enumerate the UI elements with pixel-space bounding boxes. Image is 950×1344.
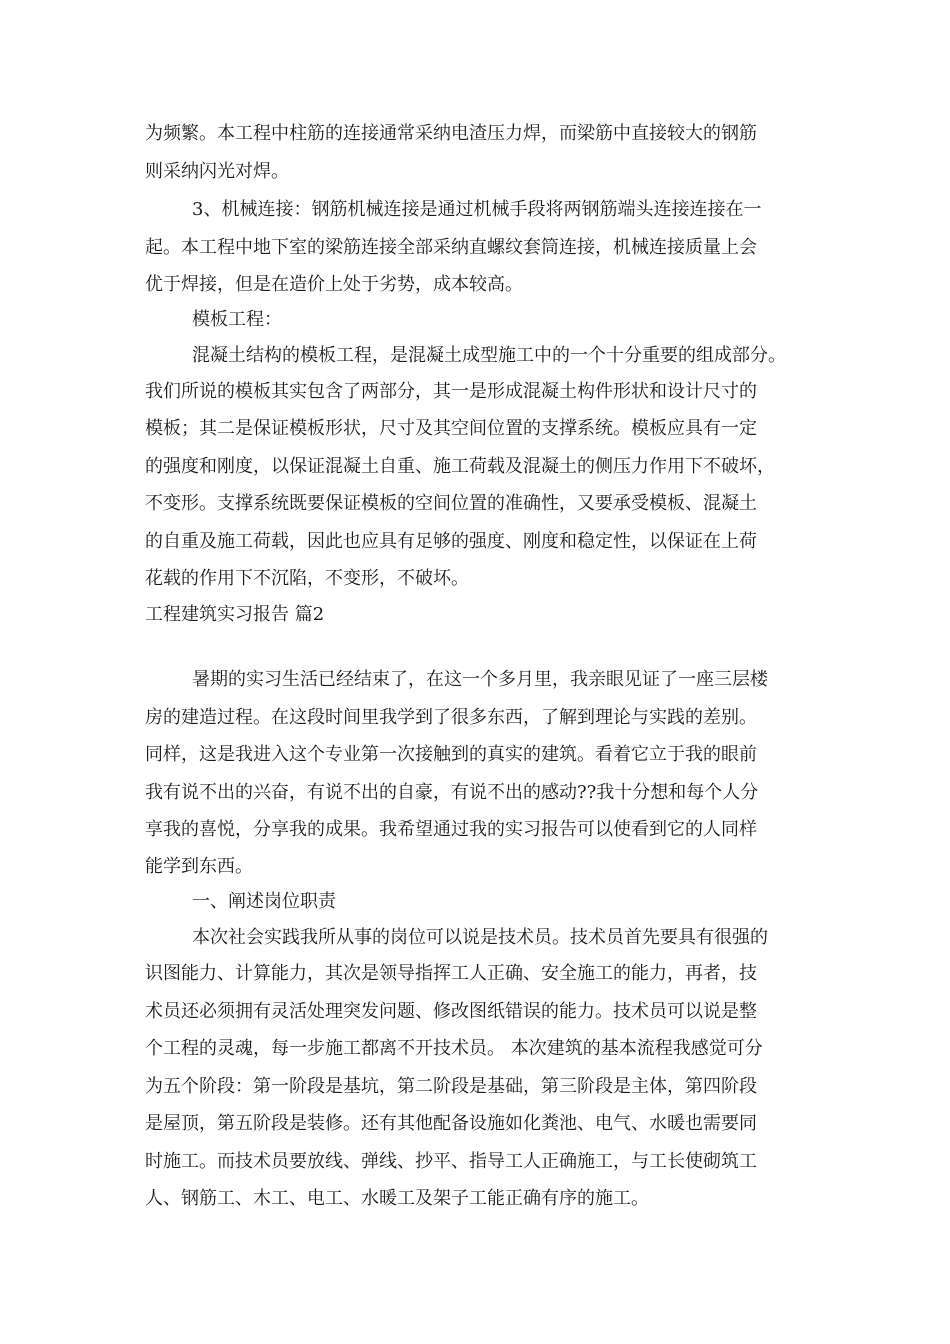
text-line: 我们所说的模板其实包含了两部分，其一是形成混凝土构件形状和设计尺寸的: [145, 381, 757, 402]
text-line: 人、钢筋工、木工、电工、水暖工及架子工能正确有序的施工。: [145, 1188, 649, 1209]
article-title: 工程建筑实习报告 篇2: [145, 604, 325, 625]
text-line: 能学到东西。: [145, 856, 253, 877]
text-line: 时施工。而技术员要放线、弹线、抄平、指导工人正确施工，与工长使砌筑工: [145, 1151, 757, 1172]
text-line: 的强度和刚度，以保证混凝土自重、施工荷载及混凝土的侧压力作用下不破坏，: [145, 456, 775, 477]
text-line: 为频繁。本工程中柱筋的连接通常采纳电渣压力焊，而梁筋中直接较大的钢筋: [145, 123, 757, 144]
text-line: 本次社会实践我所从事的岗位可以说是技术员。技术员首先要具有很强的: [192, 927, 768, 948]
text-line: 我有说不出的兴奋，有说不出的自豪，有说不出的感动??我十分想和每个人分: [145, 782, 759, 803]
text-line: 暑期的实习生活已经结束了，在这一个多月里，我亲眼见证了一座三层楼: [192, 669, 768, 690]
text-line: 是屋顶，第五阶段是装修。还有其他配备设施如化粪池、电气、水暖也需要同: [145, 1113, 757, 1134]
text-line: 个工程的灵魂，每一步施工都离不开技术员。 本次建筑的基本流程我感觉可分: [145, 1038, 763, 1059]
text-line: 不变形。支撑系统既要保证模板的空间位置的准确性，又要承受模板、混凝土: [145, 493, 757, 514]
text-line: 的自重及施工荷载，因此也应具有足够的强度、刚度和稳定性，以保证在上荷: [145, 531, 757, 552]
text-line: 享我的喜悦，分享我的成果。我希望通过我的实习报告可以使看到它的人同样: [145, 819, 757, 840]
text-line: 优于焊接，但是在造价上处于劣势，成本较高。: [145, 274, 523, 295]
text-line: 起。本工程中地下室的梁筋连接全部采纳直螺纹套筒连接，机械连接质量上会: [145, 237, 757, 258]
text-line: 混凝土结构的模板工程，是混凝土成型施工中的一个十分重要的组成部分。: [192, 345, 786, 366]
text-line: 术员还必须拥有灵活处理突发问题、修改图纸错误的能力。技术员可以说是整: [145, 1001, 757, 1022]
text-line: 为五个阶段：第一阶段是基坑，第二阶段是基础，第三阶段是主体，第四阶段: [145, 1076, 757, 1097]
text-line: 同样，这是我进入这个专业第一次接触到的真实的建筑。看着它立于我的眼前: [145, 744, 757, 765]
text-line: 则采纳闪光对焊。: [145, 161, 289, 182]
text-line: 花载的作用下不沉陷，不变形，不破坏。: [145, 568, 469, 589]
section-heading: 模板工程：: [192, 309, 282, 330]
text-line: 3、机械连接：钢筋机械连接是通过机械手段将两钢筋端头连接连接在一: [192, 199, 762, 220]
section-heading: 一、阐述岗位职责: [192, 891, 336, 912]
text-line: 识图能力、计算能力，其次是领导指挥工人正确、安全施工的能力，再者，技: [145, 963, 757, 984]
text-line: 房的建造过程。在这段时间里我学到了很多东西，了解到理论与实践的差别。: [145, 707, 757, 728]
text-line: 模板；其二是保证模板形状，尺寸及其空间位置的支撑系统。模板应具有一定: [145, 418, 757, 439]
